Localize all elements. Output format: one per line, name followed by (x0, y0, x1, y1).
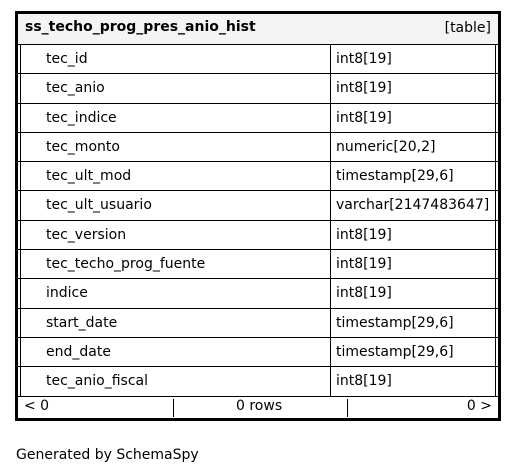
column-name: tec_ult_mod (46, 168, 132, 185)
column-type: int8[19] (336, 226, 392, 243)
column-type: varchar[2147483647] (336, 197, 490, 214)
column-row (18, 309, 498, 338)
parents-count: < 0 (24, 398, 50, 414)
column-type: int8[19] (336, 256, 392, 273)
table-kind-label: [table] (444, 20, 491, 36)
footer-divider (347, 399, 348, 417)
column-row (18, 191, 498, 220)
column-name: indice (46, 285, 88, 302)
column-type: timestamp[29,6] (336, 314, 454, 331)
table-node (15, 11, 501, 421)
column-row (18, 45, 498, 74)
column-row (18, 162, 498, 191)
column-name: tec_ult_usuario (46, 197, 152, 214)
column-type: numeric[20,2] (336, 138, 436, 155)
column-row (18, 74, 498, 103)
column-name: tec_version (46, 226, 127, 243)
column-row (18, 367, 498, 396)
column-type: int8[19] (336, 51, 392, 67)
table-footer (18, 396, 498, 419)
column-name: tec_anio_fiscal (46, 373, 148, 390)
column-type: timestamp[29,6] (336, 168, 454, 185)
column-row (18, 250, 498, 279)
column-row (18, 104, 498, 133)
table-header (18, 14, 498, 45)
column-name: tec_monto (46, 138, 120, 155)
column-type: int8[19] (336, 109, 392, 126)
column-row (18, 221, 498, 250)
table-name: ss_techo_prog_pres_anio_hist (25, 19, 256, 35)
column-row (18, 133, 498, 162)
children-count: 0 > (466, 398, 492, 414)
footer-divider (173, 399, 174, 417)
column-name: tec_id (46, 51, 88, 67)
column-name: tec_techo_prog_fuente (46, 256, 206, 273)
column-name: tec_anio (46, 80, 105, 97)
column-type: int8[19] (336, 80, 392, 97)
column-row (18, 338, 498, 367)
column-name: tec_indice (46, 109, 117, 126)
column-type: int8[19] (336, 285, 392, 302)
column-type: int8[19] (336, 373, 392, 390)
column-type: timestamp[29,6] (336, 343, 454, 360)
column-row (18, 279, 498, 308)
column-list (18, 45, 498, 397)
generator-caption: Generated by SchemaSpy (16, 447, 199, 463)
column-name: start_date (46, 314, 118, 331)
row-count: 0 rows (236, 398, 283, 414)
column-name: end_date (46, 343, 111, 360)
